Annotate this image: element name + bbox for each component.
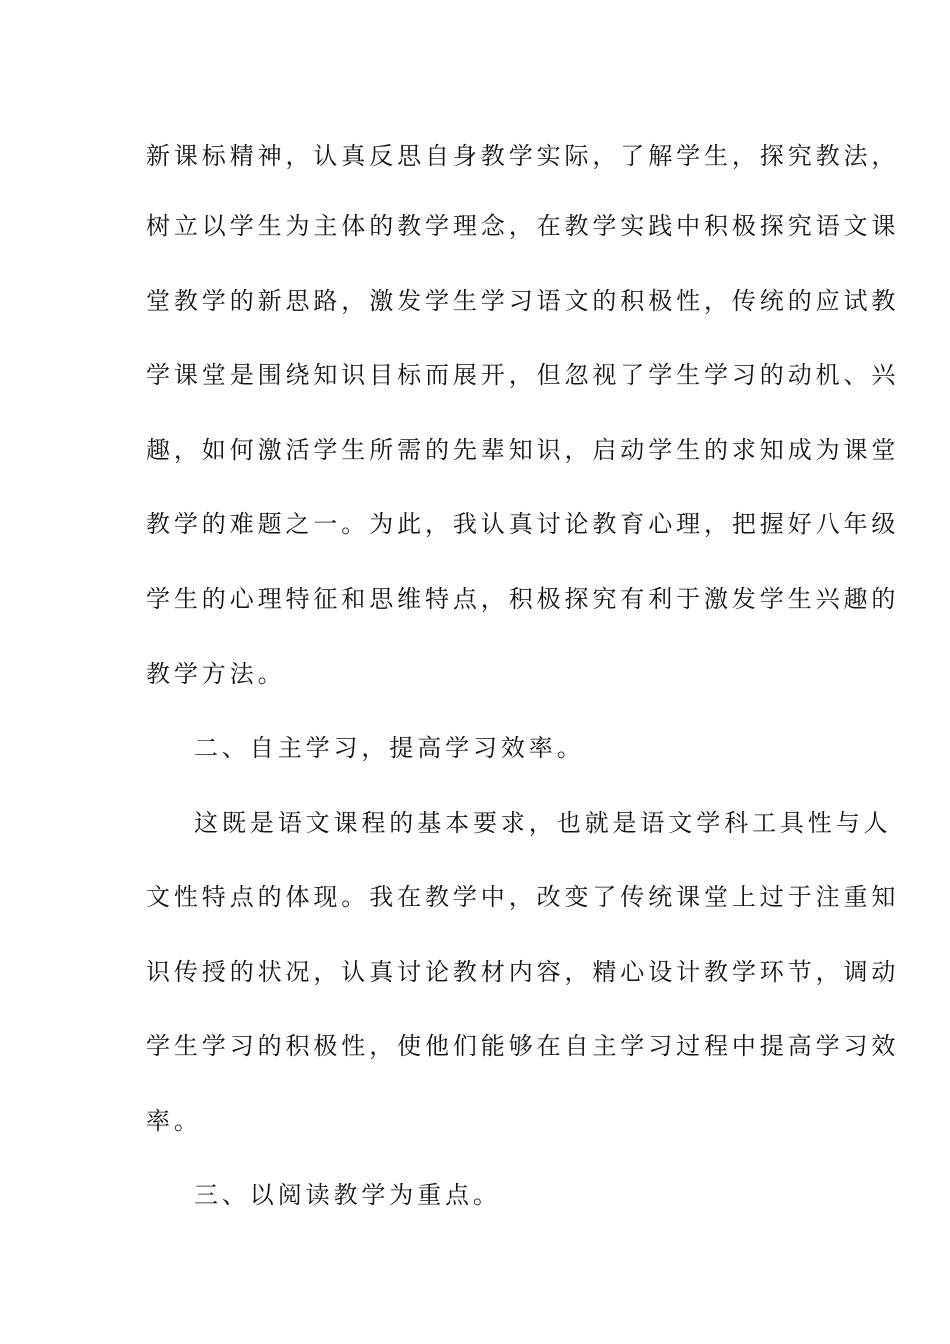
text-line: 新课标精神，认真反思自身教学实际，了解学生，探究教法，: [146, 142, 900, 170]
section-heading: 三、以阅读教学为重点。: [194, 1181, 501, 1209]
text-line: 学生学习的积极性，使他们能够在自主学习过程中提高学习效: [146, 1032, 900, 1060]
text-line: 识传授的状况，认真讨论教材内容，精心设计教学环节，调动: [146, 958, 900, 986]
text-line: 树立以学生为主体的教学理念，在教学实践中积极探究语文课: [146, 212, 900, 240]
text-line: 学课堂是围绕知识目标而展开，但忽视了学生学习的动机、兴: [146, 361, 900, 389]
section-heading: 二、自主学习，提高学习效率。: [194, 734, 585, 762]
text-line: 教学的难题之一。为此，我认真讨论教育心理，把握好八年级: [146, 510, 900, 538]
text-line: 教学方法。: [146, 660, 286, 688]
text-line: 文性特点的体现。我在教学中，改变了传统课堂上过于注重知: [146, 883, 900, 911]
text-line: 趣，如何激活学生所需的先辈知识，启动学生的求知成为课堂: [146, 436, 900, 464]
text-line: 堂教学的新思路，激发学生学习语文的积极性，传统的应试教: [146, 287, 900, 315]
text-line: 率。: [146, 1107, 202, 1135]
text-line: 学生的心理特征和思维特点，积极探究有利于激发学生兴趣的: [146, 585, 900, 613]
text-line: 这既是语文课程的基本要求，也就是语文学科工具性与人: [194, 809, 892, 837]
